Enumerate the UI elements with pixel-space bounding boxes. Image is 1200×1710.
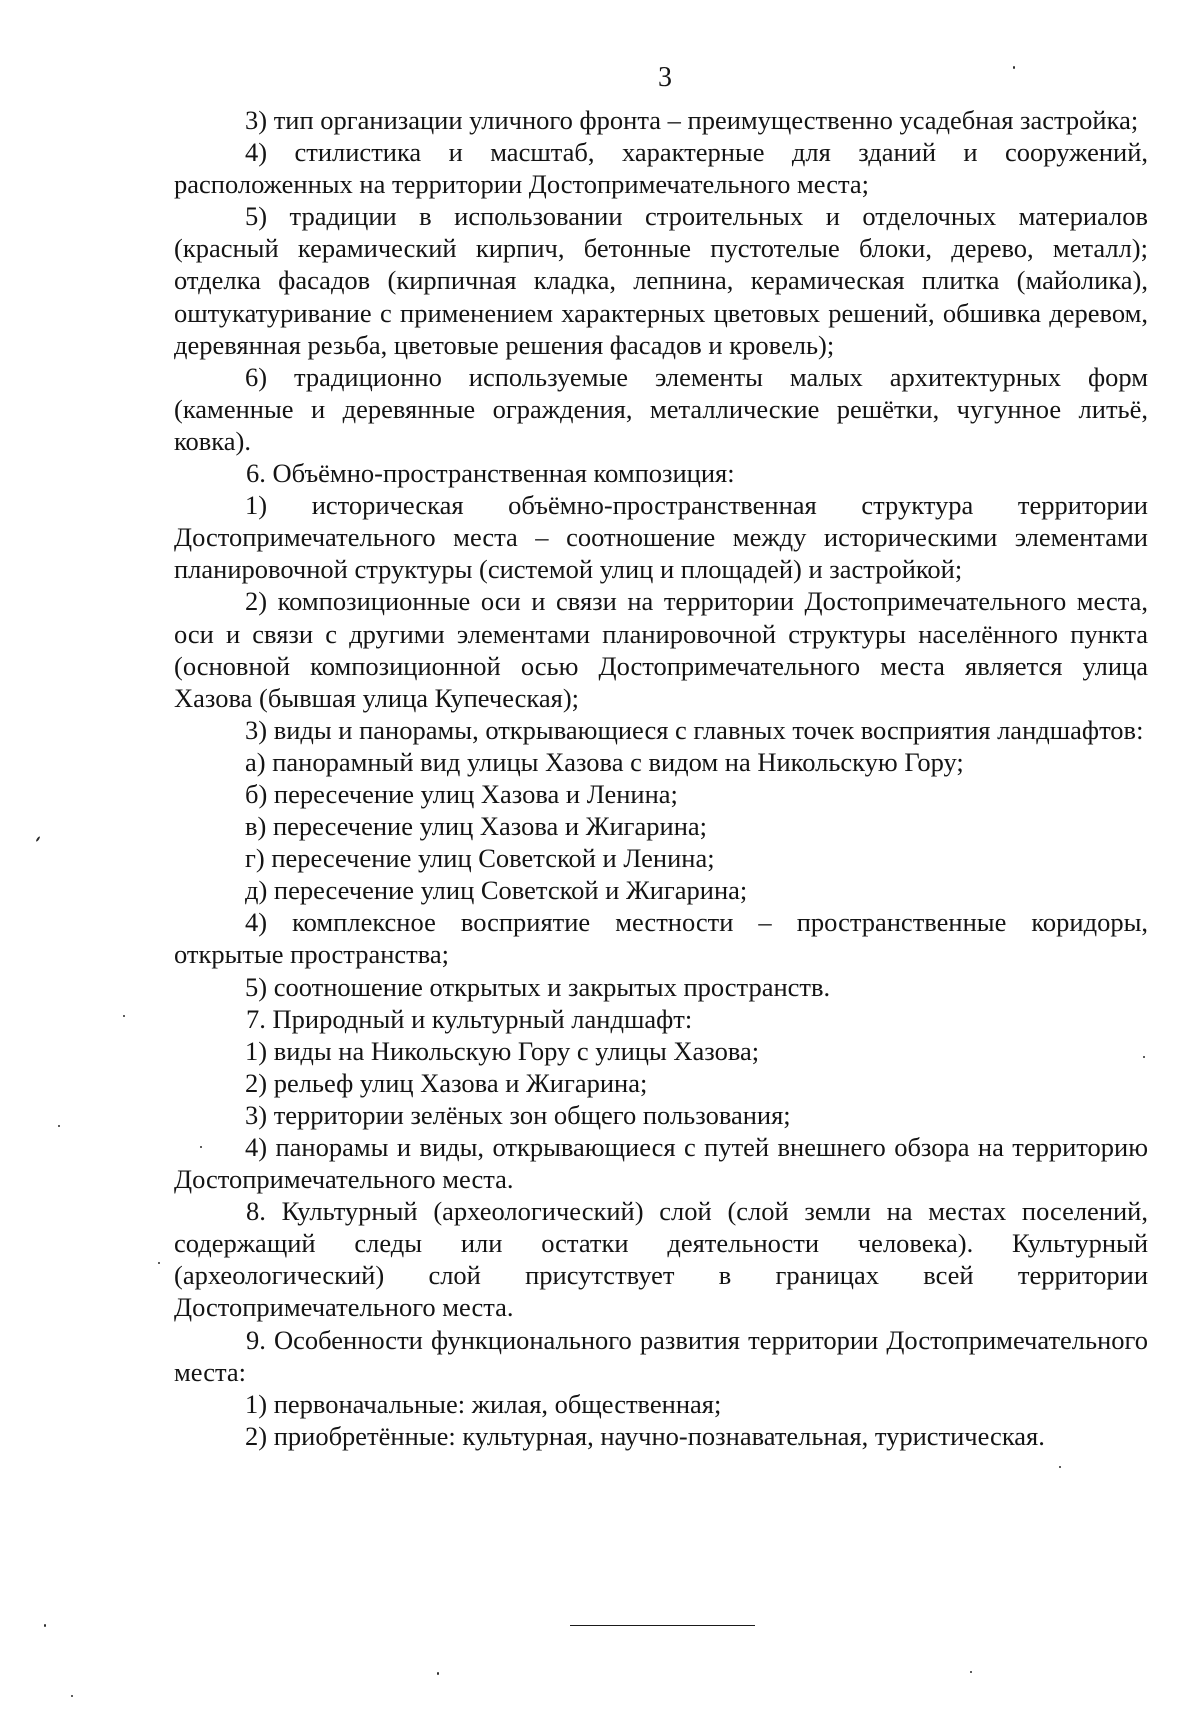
paragraph-item: 5) традиции в использовании строительных и отделочных материалов (красный керамический кирпич, бетонные пустотелые блоки, дерево, металл); отделка фасадов (кирпичная кладка, лепнина, керамическая плитка (майолика), оштукатуривание с применением характерных цветовых решений, обшивка деревом, деревянная резьба, цветовые решения фасадов и кровель); <box>174 201 1148 360</box>
section-heading: 9. Особенности функционального развития территории Достопримечательного места: <box>174 1324 1148 1387</box>
paragraph-item: 1) историческая объёмно-пространственная структура территории Достопримечательного места – соотношение между историческими элементами планировочной структуры (системой улиц и площадей) и застройкой; <box>174 490 1148 585</box>
page-number: 3 <box>658 62 672 93</box>
list-subitem: г) пересечение улиц Советской и Ленина; <box>245 843 715 874</box>
scan-speck <box>437 1672 439 1675</box>
scan-speck <box>970 1671 972 1673</box>
scan-speck <box>1143 1056 1145 1058</box>
paragraph-item: 4) комплексное восприятие местности – пространственные коридоры, открытые пространства; <box>174 907 1148 970</box>
paragraph-item: 1) первоначальные: жилая, общественная; <box>245 1388 722 1419</box>
scan-speck <box>71 1695 73 1697</box>
scan-speck <box>1013 66 1015 69</box>
section-heading: 7. Природный и культурный ландшафт: <box>246 1003 693 1034</box>
scan-speck <box>58 1125 60 1127</box>
paragraph-item: 2) приобретённые: культурная, научно-познавательная, туристическая. <box>245 1420 1045 1451</box>
list-subitem: в) пересечение улиц Хазова и Жигарина; <box>245 811 708 842</box>
paragraph-item: 4) стилистика и масштаб, характерные для зданий и сооружений, расположенных на территории Достопримечательного места; <box>174 137 1148 200</box>
paragraph-item: 3) территории зелёных зон общего пользования; <box>245 1099 791 1130</box>
paragraph-item: 5) соотношение открытых и закрытых пространств. <box>245 971 831 1002</box>
scan-speck <box>123 1015 125 1017</box>
paragraph-item: 6) традиционно используемые элементы малых архитектурных форм (каменные и деревянные ограждения, металлические решётки, чугунное литьё, ковка). <box>174 361 1148 456</box>
paragraph-item: 4) панорамы и виды, открывающиеся с путей внешнего обзора на территорию Достопримечательного места. <box>174 1132 1148 1195</box>
paragraph-item: 1) виды на Никольскую Гору с улицы Хазова; <box>245 1035 760 1066</box>
scan-speck <box>158 1262 160 1264</box>
paragraph-item: 3) виды и панорамы, открывающиеся с главных точек восприятия ландшафтов: <box>245 714 1144 745</box>
list-subitem: а) панорамный вид улицы Хазова с видом на Никольскую Гору; <box>245 746 964 777</box>
scan-speck <box>1059 1466 1061 1468</box>
scan-speck <box>35 836 40 842</box>
paragraph-item: 2) рельеф улиц Хазова и Жигарина; <box>245 1067 648 1098</box>
end-divider <box>570 1625 755 1626</box>
section-heading: 8. Культурный (археологический) слой (слой земли на местах поселений, содержащий следы или остатки деятельности человека). Культурный (археологический) слой присутствует в границах всей территории Достопримечательного места. <box>174 1196 1148 1323</box>
document-body <box>174 104 1148 1452</box>
paragraph-item: 3) тип организации уличного фронта – преимущественно усадебная застройка; <box>245 105 1139 135</box>
list-subitem: б) пересечение улиц Хазова и Ленина; <box>245 778 678 809</box>
list-subitem: д) пересечение улиц Советской и Жигарина; <box>245 875 748 906</box>
paragraph-item: 2) композиционные оси и связи на территории Достопримечательного места, оси и связи с другими элементами планировочной структуры населённого пункта (основной композиционной осью Достопримечательного места является улица Хазова (бывшая улица Купеческая); <box>174 586 1148 713</box>
scan-speck <box>44 1624 46 1627</box>
section-heading: 6. Объёмно-пространственная композиция: <box>246 458 735 489</box>
scan-speck <box>200 1146 202 1148</box>
